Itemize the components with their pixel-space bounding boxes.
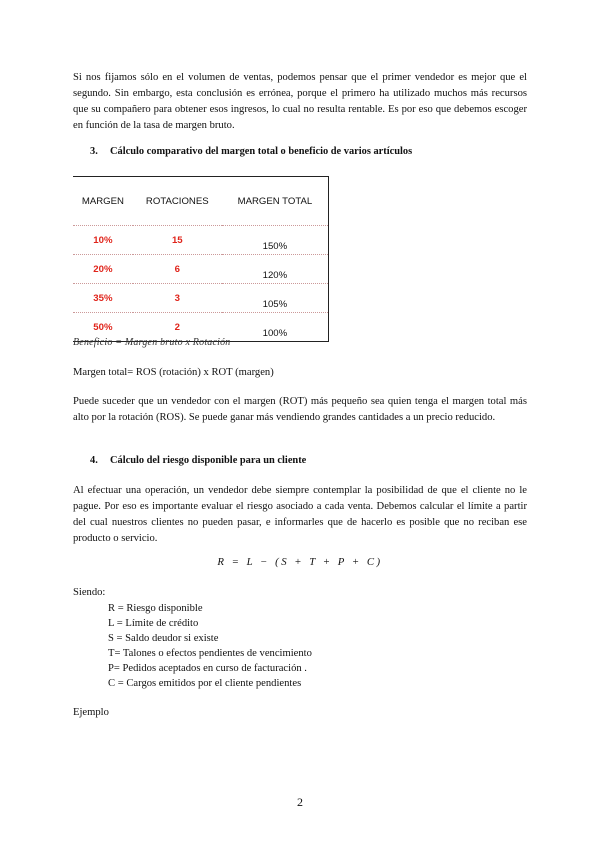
cell-margen: 35% — [73, 284, 133, 313]
beneficio-formula: Beneficio = Margen bruto x Rotación — [73, 337, 231, 348]
list-item: T= Talones o efectos pendientes de vencimiento — [108, 648, 312, 660]
list-item: R = Riesgo disponible — [108, 603, 203, 614]
cell-margen: 10% — [73, 226, 133, 255]
section-4-heading — [90, 455, 306, 466]
section-4-title: Cálculo del riesgo disponible para un cliente — [110, 455, 307, 466]
cell-margen: 20% — [73, 255, 133, 284]
page-number: 2 — [297, 795, 303, 809]
ejemplo-label: Ejemplo — [73, 707, 109, 718]
margin-comparison-table — [73, 176, 329, 342]
table-row — [73, 226, 329, 255]
section-3-heading — [90, 146, 412, 157]
margen-total-formula: Margen total= ROS (rotación) x ROT (margen) — [73, 367, 274, 378]
table-row — [73, 284, 329, 313]
rotation-paragraph: Puede suceder que un vendedor con el margen (ROT) más pequeño sea quien tenga el margen total más alto por la rotación (ROS). Se puede ganar más vendiendo grandes cantidades a un precio reducido. — [73, 396, 527, 423]
section-3-number: 3. — [90, 146, 98, 157]
siendo-label: Siendo: — [73, 587, 106, 598]
risk-equation: R = L − (S + T + P + C) — [217, 556, 383, 568]
cell-rotaciones: 15 — [133, 226, 222, 255]
cell-margen-total: 150% — [222, 226, 329, 255]
cell-margen-total: 105% — [222, 284, 329, 313]
definitions-list — [108, 601, 312, 692]
list-item: P= Pedidos aceptados en curso de facturación . — [108, 663, 307, 675]
list-item: C = Cargos emitidos por el cliente pendientes — [108, 678, 302, 690]
cell-margen: 50% — [73, 313, 133, 342]
risk-paragraph: Al efectuar una operación, un vendedor debe siempre contemplar la posibilidad de que el cliente no le pague. Por eso es importante evaluar el riesgo asociado a cada venta. Debemos calcular el límite a partir del cual nuestros clientes no pueden pasar, e informarles que de hacerlo es posible que no reciban ese producto o servicio. — [73, 485, 527, 544]
header-margen: MARGEN — [81, 195, 124, 207]
cell-margen-total: 120% — [222, 255, 329, 284]
list-item: L = Límite de crédito — [108, 618, 199, 630]
section-4-number: 4. — [90, 455, 98, 466]
list-item: S = Saldo deudor si existe — [108, 633, 219, 645]
cell-rotaciones: 3 — [133, 284, 222, 313]
cell-rotaciones: 6 — [133, 255, 222, 284]
section-3-title: Cálculo comparativo del margen total o beneficio de varios artículos — [110, 146, 413, 157]
cell-margen-total: 100% — [222, 313, 329, 342]
table-header-row — [73, 177, 329, 226]
cell-rotaciones: 2 — [133, 313, 222, 342]
intro-paragraph: Si nos fijamos sólo en el volumen de ventas, podemos pensar que el primer vendedor es mejor que el segundo. Sin embargo, esta conclusión es errónea, porque el primero ha utilizado muchos más recursos que su compañero para obtener esos ingresos, lo cual no resulta rentable. Es por eso que debemos escoger en función de la tasa de margen bruto. — [73, 72, 527, 131]
table-row — [73, 255, 329, 284]
header-margen-total: MARGEN TOTAL — [222, 177, 329, 226]
header-rotaciones: ROTACIONES — [145, 195, 209, 207]
